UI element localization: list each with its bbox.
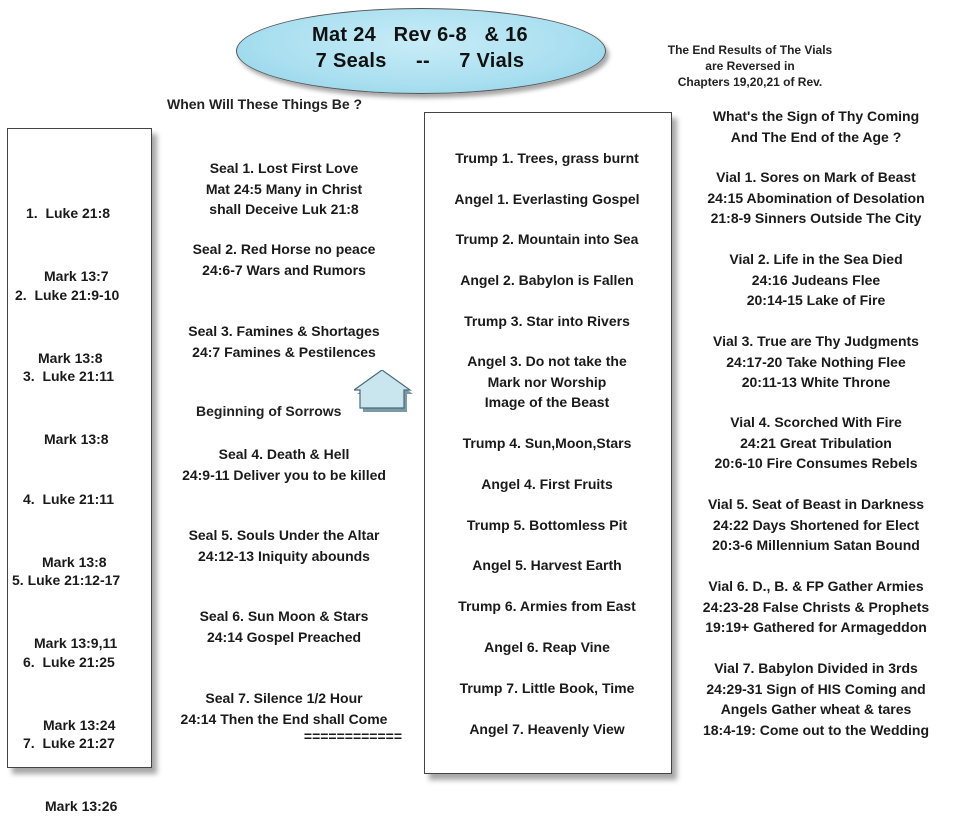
angel-5: Angel 5. Harvest Earth — [472, 557, 622, 573]
reference-1-mark: Mark 13:7 — [44, 268, 109, 284]
seal-7-line-2: 24:14 Then the End shall Come — [180, 710, 388, 727]
reference-6-mark: Mark 13:24 — [43, 717, 116, 733]
vial-6 — [672, 576, 960, 638]
vial-2 — [672, 249, 960, 311]
angel-2: Angel 2. Babylon is Fallen — [460, 272, 634, 288]
trump-3: Trump 3. Star into Rivers — [464, 313, 630, 329]
trump-7: Trump 7. Little Book, Time — [459, 680, 635, 696]
seal-7-underline: ============ — [303, 728, 402, 744]
reference-2-luke: 2. Luke 21:9-10 — [15, 287, 120, 303]
seal-6-line-1: Seal 6. Sun Moon & Stars — [199, 608, 369, 624]
reference-1-luke: 1. Luke 21:8 — [26, 205, 111, 221]
angel-3-line-1: Angel 3. Do not take the — [467, 353, 627, 369]
seal-7-line-1: Seal 7. Silence 1/2 Hour — [205, 690, 363, 706]
vial-7 — [672, 658, 960, 740]
angel-4: Angel 4. First Fruits — [481, 476, 613, 492]
seal-7 — [152, 688, 416, 743]
angel-7: Angel 7. Heavenly View — [469, 721, 625, 737]
vial-1-line-1: Vial 1. Sores on Mark of Beast — [716, 169, 916, 185]
vial-1-line-2: 24:15 Abomination of Desolation — [707, 189, 925, 206]
angel-3-line-3: Image of the Beast — [484, 394, 610, 410]
vial-5-line-3: 20:3-6 Millennium Satan Bound — [712, 537, 920, 553]
vial-3-line-3: 20:11-13 White Throne — [741, 374, 891, 390]
seal-3-line-1: Seal 3. Famines & Shortages — [188, 323, 380, 339]
reference-3-luke: 3. Luke 21:11 — [23, 368, 115, 384]
reference-7-mark: Mark 13:26 — [45, 798, 118, 814]
vial-7-line-2: 24:29-31 Sign of HIS Coming and — [706, 680, 926, 697]
seal-4-line-2: 24:9-11 Deliver you to be killed — [182, 466, 386, 483]
reference-2-mark: Mark 13:8 — [38, 350, 103, 366]
reference-4-luke: 4. Luke 21:11 — [23, 491, 115, 507]
vial-5 — [672, 494, 960, 556]
vial-3-line-2: 24:17-20 Take Nothing Flee — [726, 353, 906, 370]
seal-6-line-2: 24:14 Gospel Preached — [206, 628, 362, 645]
note-line-1: The End Results of The Vials — [667, 43, 833, 57]
sorrows-label: Beginning of Sorrows — [196, 403, 342, 419]
reversal-note — [620, 42, 880, 90]
vial-7-line-4: 18:4-19: Come out to the Wedding — [702, 721, 930, 738]
vial-4-line-3: 20:6-10 Fire Consumes Rebels — [714, 455, 918, 471]
vial-6-line-2: 24:23-28 False Christs & Prophets — [702, 598, 930, 615]
trump-4: Trump 4. Sun,Moon,Stars — [462, 435, 632, 451]
vial-7-line-3: Angels Gather wheat & tares — [720, 701, 912, 717]
seal-2-line-1: Seal 2. Red Horse no peace — [192, 241, 376, 257]
reference-4-mark: Mark 13:8 — [42, 554, 107, 570]
question-when: When Will These Things Be ? — [167, 96, 363, 112]
vial-2-line-3: 20:14-15 Lake of Fire — [746, 292, 886, 308]
seal-3-line-2: 24:7 Famines & Pestilences — [192, 343, 376, 360]
vial-3-line-1: Vial 3. True are Thy Judgments — [713, 333, 919, 349]
vial-4-line-1: Vial 4. Scorched With Fire — [730, 414, 902, 430]
angel-1: Angel 1. Everlasting Gospel — [454, 191, 640, 207]
seal-1-line-2: Mat 24:5 Many in Christ — [205, 180, 363, 197]
reference-3-mark: Mark 13:8 — [44, 431, 109, 447]
reference-7 — [23, 691, 117, 838]
seal-4-line-1: Seal 4. Death & Hell — [218, 446, 350, 462]
question-sign-line-1: What's the Sign of Thy Coming — [712, 108, 920, 124]
trump-2: Trump 2. Mountain into Sea — [455, 231, 639, 247]
angel-3 — [424, 351, 670, 413]
vial-4-line-2: 24:21 Great Tribulation — [740, 434, 892, 451]
vial-3 — [672, 331, 960, 393]
question-sign-line-2: And The End of the Age ? — [730, 128, 902, 145]
seal-1-line-1: Seal 1. Lost First Love — [209, 160, 359, 176]
reference-6-luke: 6. Luke 21:25 — [23, 654, 115, 670]
reference-5-luke: 5. Luke 21:12-17 — [12, 572, 121, 588]
angel-3-line-2: Mark nor Worship — [487, 373, 607, 390]
seal-1 — [152, 158, 416, 220]
reference-5-mark: Mark 13:9,11 — [34, 635, 118, 651]
vial-2-line-2: 24:16 Judeans Flee — [751, 271, 881, 288]
seal-5 — [152, 525, 416, 566]
vial-1-line-3: 21:8-9 Sinners Outside The City — [710, 210, 922, 226]
note-line-2: are Reversed in — [705, 59, 795, 73]
vial-1 — [672, 167, 960, 229]
trump-1: Trump 1. Trees, grass burnt — [455, 150, 639, 166]
seal-5-line-1: Seal 5. Souls Under the Altar — [188, 527, 380, 543]
seal-6 — [152, 606, 416, 647]
trump-6: Trump 6. Armies from East — [458, 598, 636, 614]
seal-2-line-2: 24:6-7 Wars and Rumors — [202, 261, 366, 278]
seal-2 — [152, 239, 416, 280]
note-line-3: Chapters 19,20,21 of Rev. — [677, 75, 823, 89]
seal-1-line-3: shall Deceive Luk 21:8 — [209, 201, 359, 217]
seal-5-line-2: 24:12-13 Iniquity abounds — [198, 547, 370, 564]
up-arrow-icon — [354, 370, 414, 412]
vial-6-line-3: 19:19+ Gathered for Armageddon — [705, 619, 927, 635]
vial-5-line-1: Vial 5. Seat of Beast in Darkness — [707, 496, 925, 512]
vial-4 — [672, 412, 960, 474]
vial-6-line-1: Vial 6. D., B. & FP Gather Armies — [708, 578, 924, 594]
angel-6: Angel 6. Reap Vine — [484, 639, 610, 655]
seal-3 — [152, 321, 416, 362]
vial-7-line-1: Vial 7. Babylon Divided in 3rds — [714, 660, 918, 676]
vial-2-line-1: Vial 2. Life in the Sea Died — [729, 251, 903, 267]
title-line-2: 7 Seals -- 7 Vials — [315, 50, 525, 72]
vial-5-line-2: 24:22 Days Shortened for Elect — [712, 516, 920, 533]
question-sign — [672, 106, 960, 147]
seal-4 — [152, 444, 416, 485]
trump-5: Trump 5. Bottomless Pit — [466, 517, 628, 533]
title-line-1: Mat 24 Rev 6-8 & 16 — [312, 24, 528, 46]
reference-7-luke: 7. Luke 21:27 — [23, 735, 115, 751]
